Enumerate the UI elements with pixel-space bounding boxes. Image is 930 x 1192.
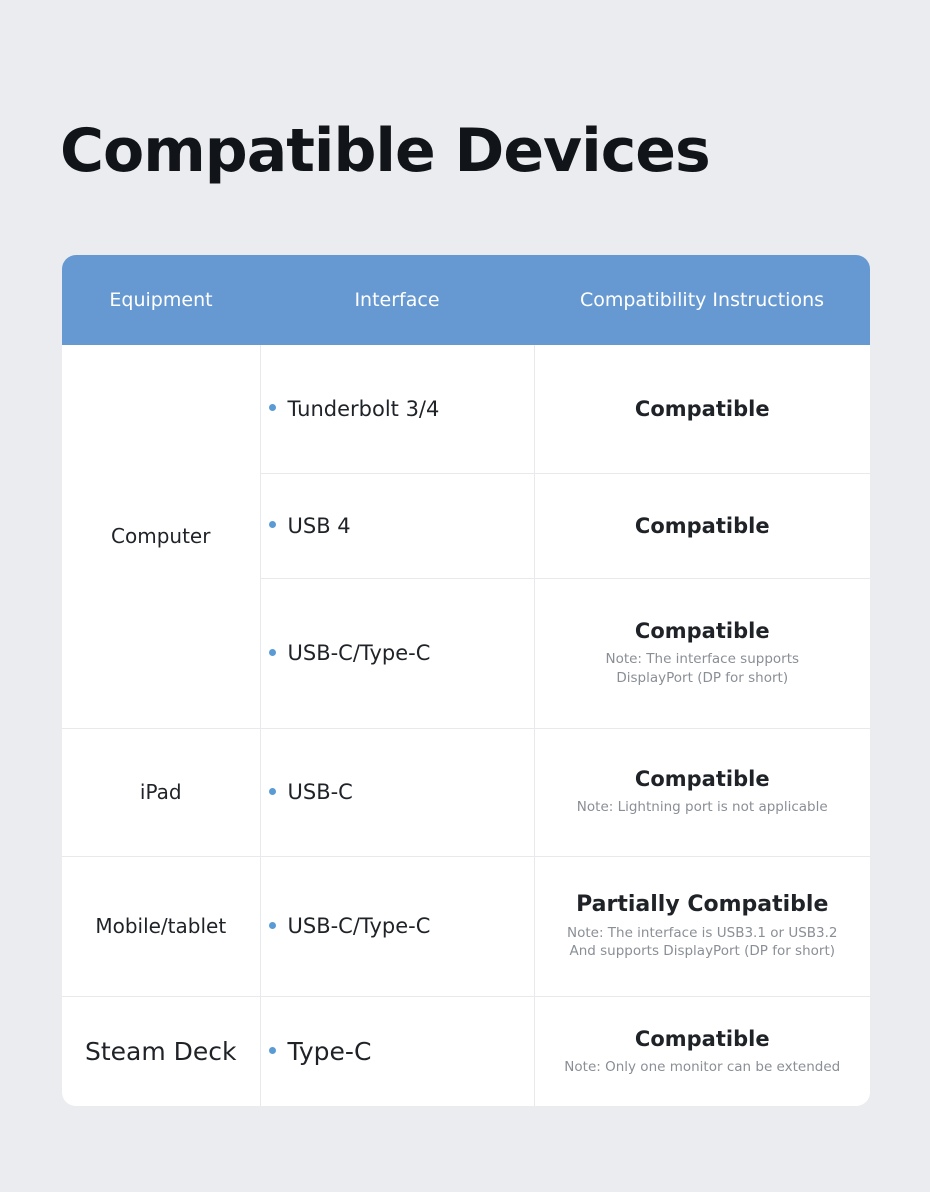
cell-instructions: [534, 345, 870, 473]
table-header-row: [62, 255, 870, 345]
cell-interface: [260, 856, 534, 996]
cell-equipment: Steam Deck: [62, 996, 260, 1106]
status-text: Compatible: [634, 1026, 770, 1051]
bullet-icon: [269, 922, 276, 929]
status-text: Partially Compatible: [576, 891, 829, 917]
status-note: Note: Only one monitor can be extended: [564, 1058, 841, 1075]
cell-instructions: [534, 856, 870, 996]
interface-label: Type-C: [287, 1036, 372, 1066]
cell-interface: [260, 996, 534, 1106]
interface-label: Tunderbolt 3/4: [287, 396, 440, 421]
status-text: Compatible: [634, 513, 770, 538]
bullet-icon: [269, 404, 276, 411]
cell-interface: [260, 578, 534, 728]
cell-instructions: [534, 578, 870, 728]
column-header-interface: Interface: [260, 255, 534, 345]
interface-label: USB-C/Type-C: [287, 914, 431, 938]
table-row: [62, 345, 870, 473]
cell-equipment: Computer: [62, 345, 260, 728]
cell-interface: [260, 345, 534, 473]
bullet-icon: [269, 788, 276, 795]
status-note: Note: The interface is USB3.1 or USB3.2 And supports DisplayPort (DP for short): [566, 924, 838, 959]
compatibility-table: [62, 255, 870, 1106]
compatibility-table-container: [62, 255, 870, 1106]
table-header: [62, 255, 870, 345]
cell-equipment: Mobile/tablet: [62, 856, 260, 996]
table-row: [62, 996, 870, 1106]
cell-instructions: [534, 996, 870, 1106]
page-title: Compatible Devices: [60, 116, 710, 186]
table-row: [62, 728, 870, 856]
status-text: Compatible: [634, 396, 770, 421]
column-header-instructions: Compatibility Instructions: [534, 255, 870, 345]
table-row: [62, 856, 870, 996]
cell-instructions: [534, 728, 870, 856]
status-text: Compatible: [634, 619, 770, 644]
column-header-equipment: Equipment: [62, 255, 260, 345]
status-note: Note: The interface supports DisplayPort (DP for short): [605, 651, 800, 686]
cell-interface: [260, 473, 534, 578]
cell-interface: [260, 728, 534, 856]
bullet-icon: [269, 649, 276, 656]
bullet-icon: [269, 521, 276, 528]
interface-label: USB-C: [287, 780, 353, 804]
interface-label: USB-C/Type-C: [287, 641, 431, 665]
interface-label: USB 4: [287, 513, 351, 538]
cell-instructions: [534, 473, 870, 578]
status-text: Compatible: [634, 767, 770, 792]
cell-equipment: iPad: [62, 728, 260, 856]
status-note: Note: Lightning port is not applicable: [576, 799, 828, 816]
bullet-icon: [269, 1047, 276, 1054]
table-body: [62, 345, 870, 1106]
